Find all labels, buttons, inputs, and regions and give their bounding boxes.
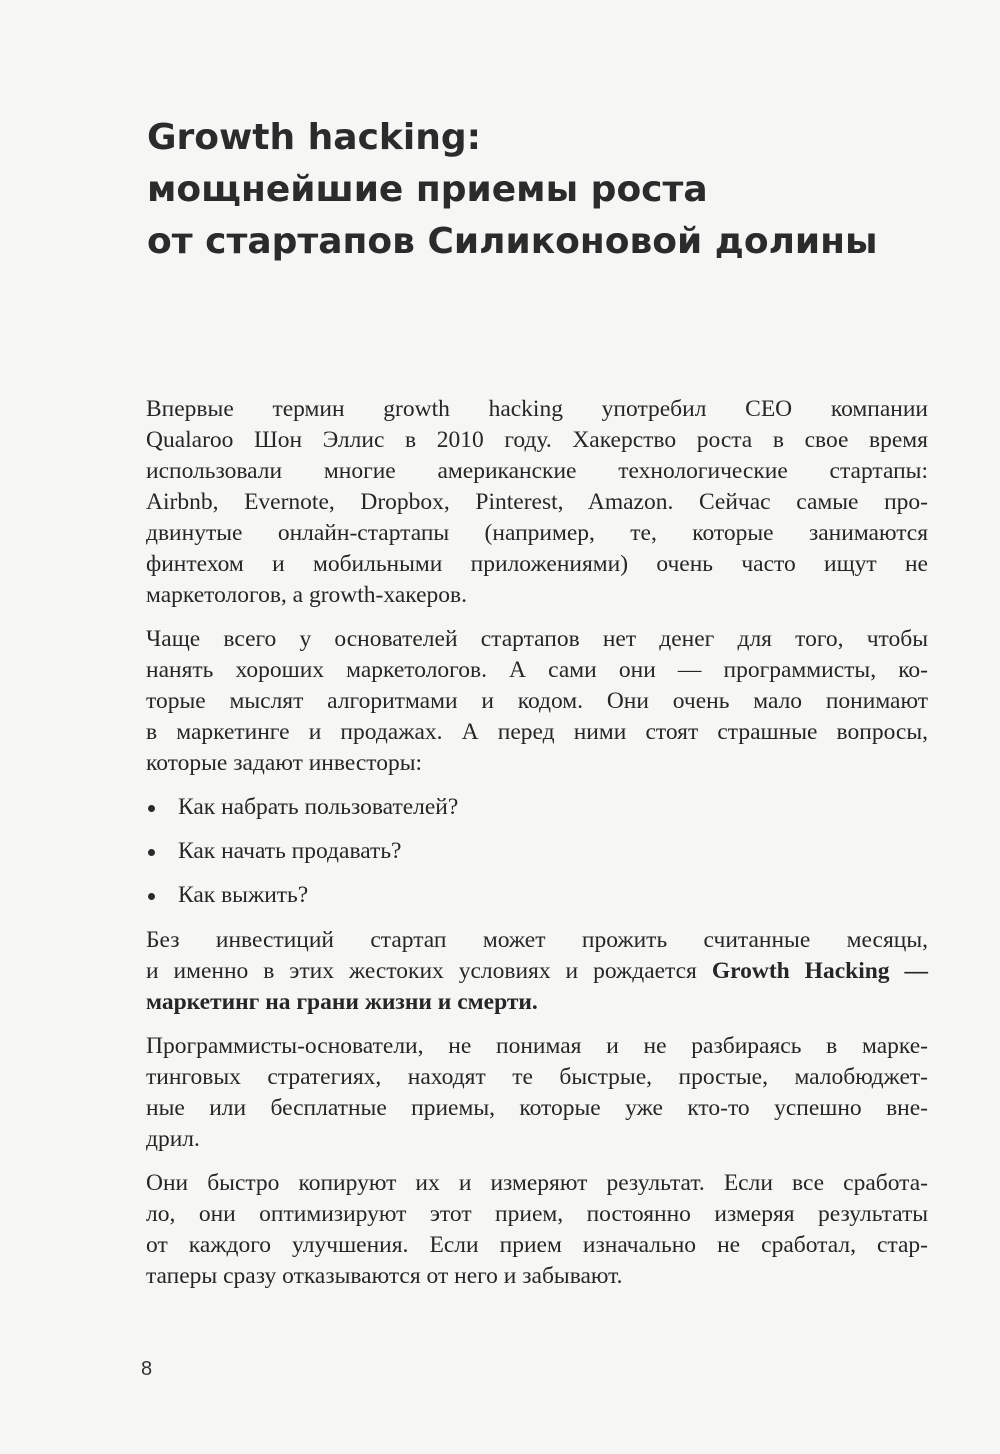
page-number: 8 — [141, 1358, 153, 1380]
emphasis-text: маркетинг на грани жизни и смерти. — [146, 989, 538, 1015]
text-line: ло, они оптимизируют этот прием, постоянно измеряя результаты — [146, 1201, 928, 1227]
paragraph-3 — [146, 925, 928, 1018]
list-item-text: Как набрать пользователей? — [178, 794, 459, 820]
text-line: в маркетинге и продажах. А перед ними стоят страшные вопросы, — [146, 719, 928, 745]
paragraph-1 — [146, 394, 928, 611]
text-line: Они быстро копируют их и измеряют результат. Если все сработа- — [146, 1170, 928, 1196]
text-line: использовали многие американские технологические стартапы: — [146, 458, 928, 484]
text-run: и именно в этих жестоких условиях и рождается — [146, 958, 712, 984]
bullet-icon — [148, 893, 155, 900]
paragraph-5 — [146, 1168, 928, 1292]
text-line: которые задают инвесторы: — [146, 750, 423, 776]
list-item-text: Как начать продавать? — [178, 838, 402, 864]
bullet-icon — [148, 849, 155, 856]
text-line: двинутые онлайн-стартапы (например, те, которые занимаются — [146, 520, 928, 546]
paragraph-4 — [146, 1031, 928, 1155]
text-line-mixed — [146, 956, 928, 987]
text-line: маркетологов, а growth-хакеров. — [146, 582, 467, 608]
text-line: тинговых стратегиях, находят те быстрые, простые, малобюджет- — [146, 1064, 928, 1090]
emphasis-text: Growth Hacking — — [711, 958, 928, 984]
question-list — [146, 792, 928, 911]
title-line-1: Growth hacking: — [147, 117, 482, 158]
text-line: Впервые термин growth hacking употребил CEO компании — [146, 396, 928, 422]
text-line: Qualaroo Шон Эллис в 2010 году. Хакерство роста в свое время — [146, 427, 928, 453]
paragraph-2 — [146, 624, 928, 779]
text-line: торые мыслят алгоритмами и кодом. Они очень мало понимают — [146, 688, 928, 714]
text-line: Чаще всего у основателей стартапов нет денег для того, чтобы — [146, 626, 928, 652]
text-line: Программисты-основатели, не понимая и не разбираясь в марке- — [146, 1033, 928, 1059]
text-line: дрил. — [146, 1126, 200, 1152]
chapter-title — [147, 112, 927, 268]
text-line: Airbnb, Evernote, Dropbox, Pinterest, Amazon. Сейчас самые про- — [146, 489, 928, 515]
bullet-icon — [148, 805, 155, 812]
list-item-text: Как выжить? — [178, 882, 309, 908]
text-line: Без инвестиций стартап может прожить считанные месяцы, — [146, 927, 928, 953]
title-line-2: мощнейшие приемы роста — [147, 169, 708, 210]
list-item — [146, 792, 928, 823]
text-line: таперы сразу отказываются от него и забывают. — [146, 1263, 623, 1289]
chapter-body — [146, 394, 928, 1305]
text-line: нанять хороших маркетологов. А сами они — программисты, ко- — [146, 657, 928, 683]
text-line: ные или бесплатные приемы, которые уже кто-то успешно вне- — [146, 1095, 928, 1121]
text-line: от каждого улучшения. Если прием изначально не сработал, стар- — [146, 1232, 928, 1258]
list-item — [146, 880, 928, 911]
text-line: финтехом и мобильными приложениями) очень часто ищут не — [146, 551, 928, 577]
list-item — [146, 836, 928, 867]
title-line-3: от стартапов Силиконовой долины — [147, 221, 878, 262]
